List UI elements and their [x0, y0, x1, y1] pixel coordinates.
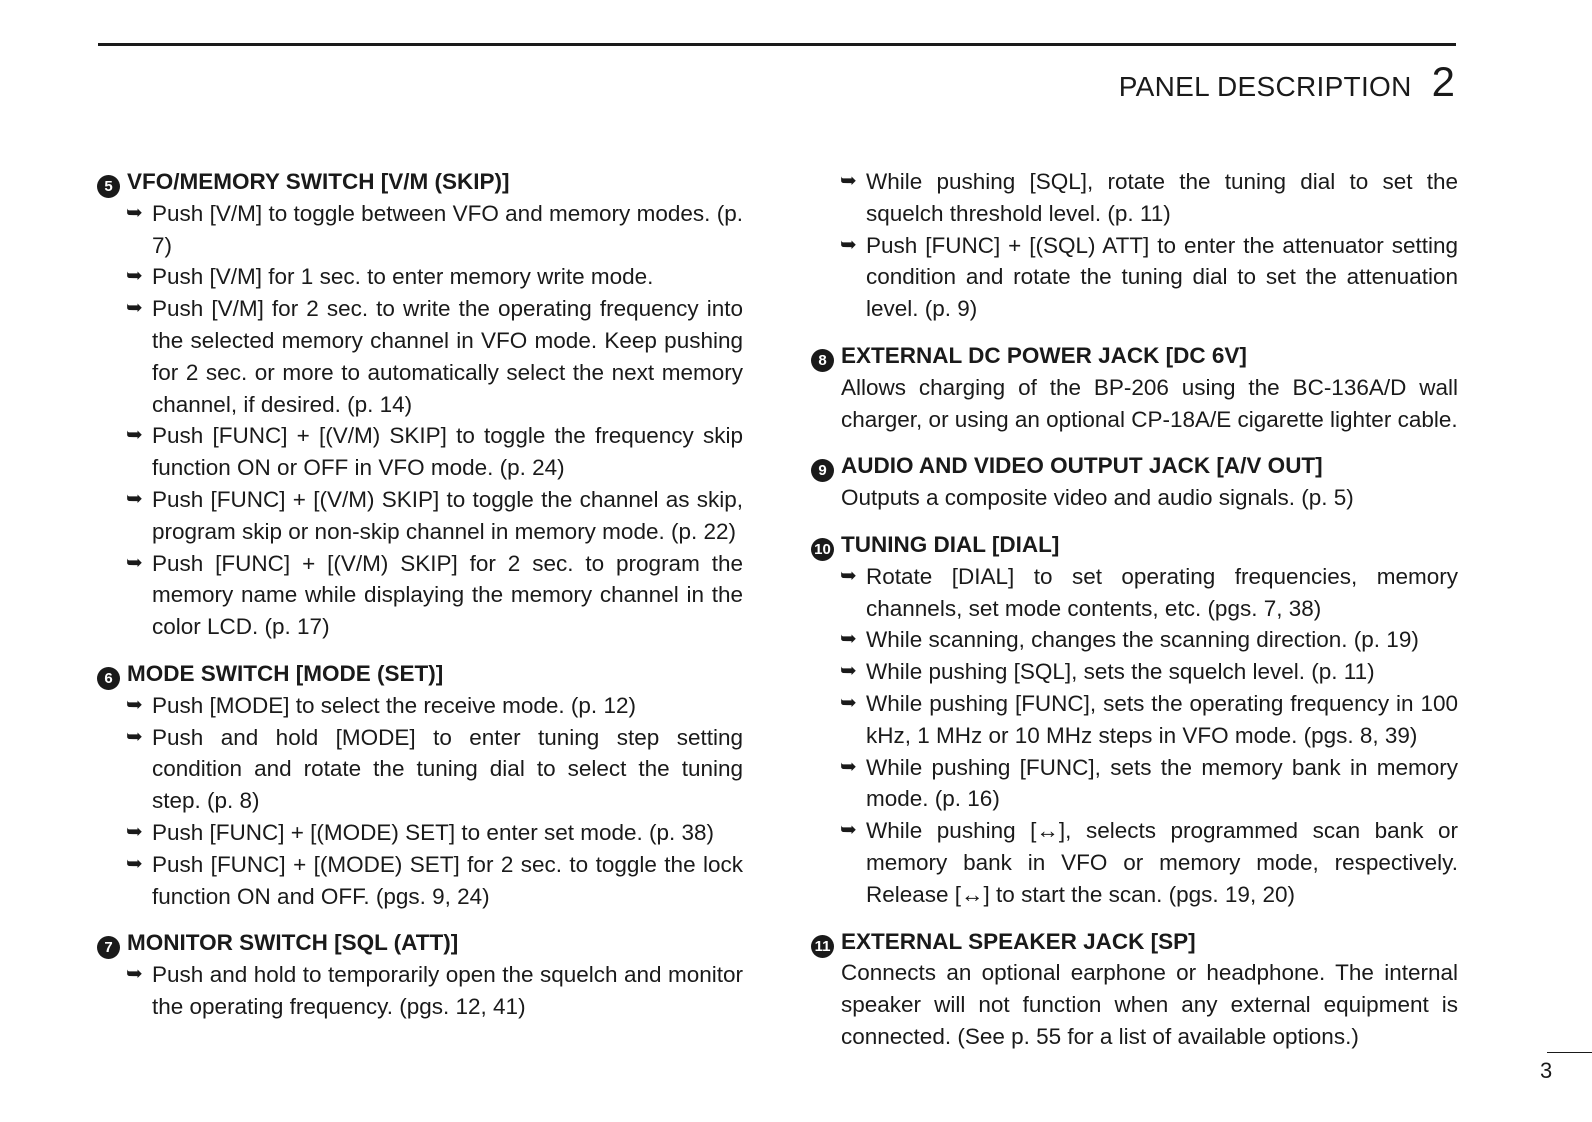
arrow-bullet-icon: ➥	[126, 963, 143, 986]
section-text: Allows charging of the BP-206 using the BC-136A/D wall charger, or using an optional CP-18A/E cigarette lighter cable.	[841, 374, 1458, 432]
bullet-text: Push [FUNC] + [(V/M) SKIP] for 2 sec. to program the memory name while displaying the memory channel in the color LCD. (p. 17)	[152, 550, 743, 640]
arrow-bullet-icon: ➥	[840, 755, 857, 778]
bullet-item	[811, 561, 1458, 625]
bullet-text: Push and hold [MODE] to enter tuning step setting condition and rotate the tuning dial to select the tuning step. (p. 8)	[152, 724, 743, 814]
section-number-badge: 9	[811, 459, 834, 482]
bullet-item	[97, 959, 743, 1023]
section-number-badge: 11	[811, 935, 834, 958]
bullet-text: While pushing [SQL], rotate the tuning dial to set the squelch threshold level. (p. 11)	[866, 169, 1458, 226]
section-mode-switch	[97, 658, 743, 912]
bullet-item	[97, 420, 743, 484]
bullet-text: Push [FUNC] + [(V/M) SKIP] to toggle the frequency skip function ON or OFF in VFO mode. (p. 24)	[152, 423, 743, 481]
bullet-text: While pushing [SQL], sets the squelch level. (p. 11)	[866, 659, 1375, 685]
section-text: Outputs a composite video and audio signals. (p. 5)	[841, 485, 1354, 511]
bullet-text: Push [FUNC] + [(SQL) ATT] to enter the attenuator setting condition and rotate the tuning dial to set the attenuation level. (p. 9)	[866, 232, 1458, 322]
arrow-bullet-icon: ➥	[126, 852, 143, 875]
bullet-item	[811, 166, 1458, 230]
bullet-text: Push and hold to temporarily open the squelch and monitor the operating frequency. (pgs. 12, 41)	[152, 962, 743, 1019]
bullet-item	[811, 752, 1458, 816]
top-rule	[98, 43, 1456, 46]
bullet-item	[97, 293, 743, 420]
bullet-item	[811, 624, 1458, 656]
bullet-text: Push [FUNC] + [(V/M) SKIP] to toggle the channel as skip, program skip or non-skip channel in memory mode. (p. 22)	[152, 486, 743, 544]
section-heading	[97, 927, 743, 959]
arrow-bullet-icon: ➥	[840, 628, 857, 651]
section-heading	[811, 529, 1458, 561]
section-audio-video-output-jack	[811, 450, 1458, 514]
arrow-bullet-icon: ➥	[840, 660, 857, 683]
bullet-item	[811, 815, 1458, 910]
chapter-number: 2	[1431, 58, 1455, 105]
arrow-bullet-icon: ➥	[840, 233, 857, 256]
section-number-badge: 7	[97, 936, 120, 959]
arrow-bullet-icon: ➥	[840, 564, 857, 587]
section-heading	[811, 926, 1458, 958]
arrow-bullet-icon: ➥	[840, 170, 857, 192]
bullet-item	[811, 656, 1458, 688]
right-column	[811, 166, 1458, 1068]
arrow-bullet-icon: ➥	[126, 820, 143, 843]
bullet-text: Push [V/M] for 1 sec. to enter memory write mode.	[152, 264, 654, 290]
chapter-title: PANEL DESCRIPTION	[1118, 71, 1412, 102]
section-heading	[97, 658, 743, 690]
bullet-text: Push [V/M] for 2 sec. to write the operating frequency into the selected memory channel in VFO mode. Keep pushing for 2 sec. or more to automatically select the next memory channel, if desired. (p. 14)	[152, 296, 743, 417]
section-number-badge: 10	[811, 538, 834, 561]
bullet-item	[97, 690, 743, 722]
arrow-bullet-icon: ➥	[126, 297, 143, 320]
section-tuning-dial	[811, 529, 1458, 911]
bullet-item	[97, 198, 743, 262]
arrow-bullet-icon: ➥	[126, 487, 143, 510]
arrow-bullet-icon: ➥	[840, 691, 857, 714]
bullet-text: While pushing [FUNC], sets the memory bank in memory mode. (p. 16)	[866, 754, 1458, 812]
bullet-text: While pushing [FUNC], sets the operating frequency in 100 kHz, 1 MHz or 10 MHz steps in VFO mode. (pgs. 8, 39)	[866, 690, 1458, 748]
bullet-text: Push [V/M] to toggle between VFO and memory modes. (p. 7)	[152, 200, 743, 258]
arrow-bullet-icon: ➥	[126, 424, 143, 447]
section-external-dc-power-jack	[811, 340, 1458, 435]
section-title: TUNING DIAL [DIAL]	[841, 531, 1060, 557]
bullet-item	[97, 849, 743, 913]
arrow-bullet-icon: ➥	[126, 551, 143, 574]
bullet-item	[97, 817, 743, 849]
section-monitor-switch-continued	[811, 166, 1458, 325]
bullet-item	[97, 548, 743, 643]
bullet-item	[97, 484, 743, 548]
section-vfo-memory-switch	[97, 166, 743, 643]
section-heading	[811, 450, 1458, 482]
section-number-badge: 6	[97, 667, 120, 690]
arrow-bullet-icon: ➥	[126, 201, 143, 224]
bullet-item	[97, 722, 743, 817]
arrow-bullet-icon: ➥	[840, 819, 857, 842]
page-number: 3	[1540, 1058, 1553, 1083]
section-title: VFO/MEMORY SWITCH [V/M (SKIP)]	[127, 169, 510, 194]
bullet-text: Push [FUNC] + [(MODE) SET] to enter set mode. (p. 38)	[152, 819, 715, 845]
bullet-item	[811, 688, 1458, 752]
section-heading	[97, 166, 743, 198]
bullet-item	[97, 261, 743, 293]
bullet-text: Push [FUNC] + [(MODE) SET] for 2 sec. to toggle the lock function ON and OFF. (pgs. 9, 24)	[152, 851, 743, 909]
bullet-text: While scanning, changes the scanning direction. (p. 19)	[866, 627, 1419, 653]
bullet-text: Rotate [DIAL] to set operating frequencies, memory channels, set mode contents, etc. (pgs. 7, 38)	[866, 563, 1458, 621]
bullet-text: Push [MODE] to select the receive mode. (p. 12)	[152, 692, 636, 718]
page-number-rule	[1547, 1052, 1592, 1053]
arrow-bullet-icon: ➥	[126, 693, 143, 716]
section-title: AUDIO AND VIDEO OUTPUT JACK [A/V OUT]	[841, 453, 1323, 479]
section-heading	[811, 340, 1458, 372]
section-text: Connects an optional earphone or headphone. The internal speaker will not function when any external equipment is connected. (See p. 55 for a list of available options.)	[841, 960, 1458, 1049]
left-column	[97, 166, 743, 1038]
page-header	[1119, 58, 1455, 106]
section-title: MODE SWITCH [MODE (SET)]	[127, 660, 444, 686]
arrow-bullet-icon: ➥	[126, 725, 143, 748]
section-monitor-switch	[97, 927, 743, 1022]
section-number-badge: 8	[811, 349, 834, 372]
section-title: EXTERNAL SPEAKER JACK [SP]	[841, 928, 1196, 954]
section-title: EXTERNAL DC POWER JACK [DC 6V]	[841, 342, 1247, 368]
arrow-bullet-icon: ➥	[126, 265, 143, 288]
section-title: MONITOR SWITCH [SQL (ATT)]	[127, 930, 459, 956]
bullet-text: While pushing [↔], selects programmed scan bank or memory bank in VFO or memory mode, respectively. Release [↔] to start the scan. (pgs. 19, 20)	[866, 818, 1458, 907]
section-external-speaker-jack	[811, 926, 1458, 1053]
bullet-item	[811, 230, 1458, 325]
section-number-badge: 5	[97, 175, 120, 198]
